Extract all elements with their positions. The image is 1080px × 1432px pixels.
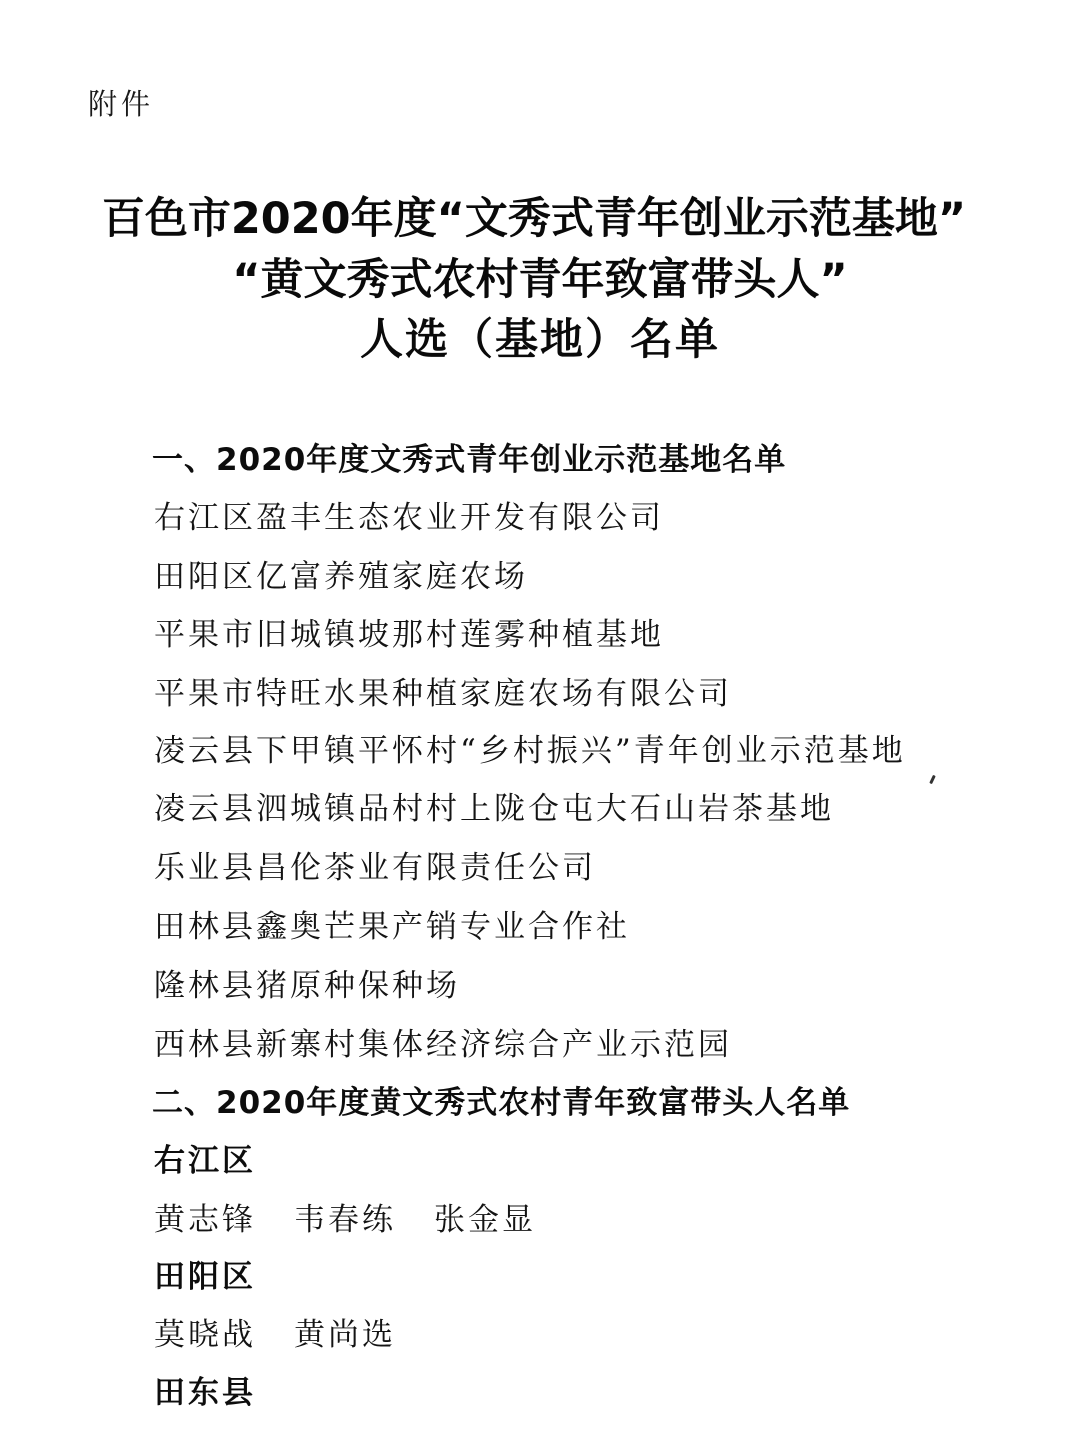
base-list-item: 隆林县猪原种保种场: [154, 968, 460, 1004]
base-list-item: 乐业县昌伦茶业有限责任公司: [154, 850, 596, 886]
scan-speck: [929, 775, 936, 784]
base-list-item: 平果市特旺水果种植家庭农场有限公司: [154, 676, 732, 712]
base-list-item: 凌云县泗城镇品村村上陇仓屯大石山岩茶基地: [154, 791, 834, 827]
district-heading: 右江区: [154, 1143, 256, 1179]
district-heading: 田东县: [154, 1375, 256, 1411]
names-row: [154, 1200, 536, 1240]
document-title-line-2: “黄文秀式农村青年致富带头人”: [232, 255, 848, 305]
person-name: 黄尚选: [294, 1317, 396, 1353]
document-title-line-3: 人选（基地）名单: [360, 315, 720, 365]
base-list-item: 平果市旧城镇坡那村莲雾种植基地: [154, 617, 664, 653]
person-name: 莫晓战: [154, 1317, 256, 1353]
section-1-heading: 一、2020年度文秀式青年创业示范基地名单: [152, 442, 787, 478]
section-2-heading: 二、2020年度黄文秀式农村青年致富带头人名单: [152, 1085, 851, 1121]
base-list-item: 西林县新寨村集体经济综合产业示范园: [154, 1027, 732, 1063]
base-list-item: 田林县鑫奥芒果产销专业合作社: [154, 909, 630, 945]
district-heading: 田阳区: [154, 1259, 256, 1295]
base-list-item: 田阳区亿富养殖家庭农场: [154, 559, 528, 595]
names-row: [154, 1315, 396, 1355]
document-title-line-1: 百色市2020年度“文秀式青年创业示范基地”: [101, 194, 967, 244]
person-name: 黄志锋: [154, 1202, 256, 1238]
base-list-item: 右江区盈丰生态农业开发有限公司: [154, 500, 664, 536]
base-list-item: 凌云县下甲镇平怀村“乡村振兴”青年创业示范基地: [154, 733, 906, 769]
person-name: 韦春练: [294, 1202, 396, 1238]
attachment-label: 附件: [88, 87, 155, 121]
person-name: 张金显: [434, 1202, 536, 1238]
